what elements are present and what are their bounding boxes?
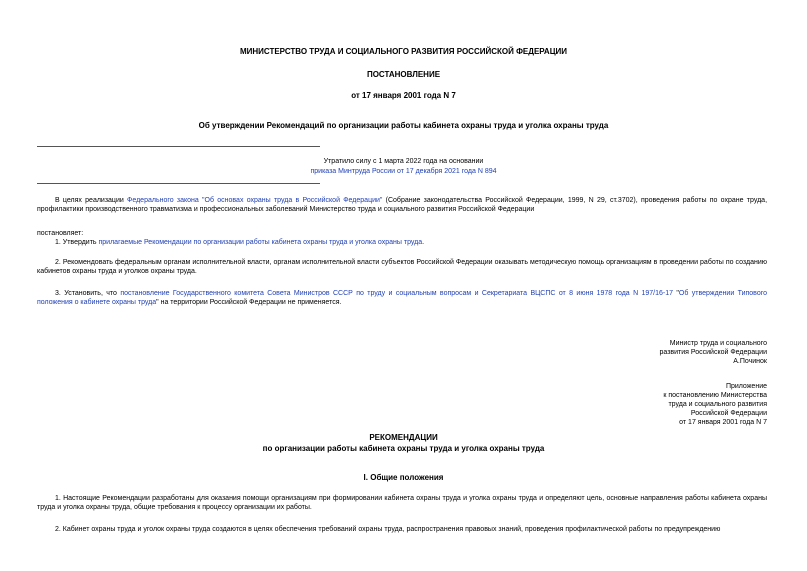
signature-line-1: Министр труда и социального [669,340,767,347]
ministry-heading: МИНИСТЕРСТВО ТРУДА И СОЦИАЛЬНОГО РАЗВИТИЯ РОССИЙСКОЙ ФЕДЕРАЦИИ [239,47,568,56]
appendix-line-4: Российской Федерации [690,410,767,417]
appendix-line-2: к постановлению Министерства [663,392,767,399]
divider-bottom [37,183,320,184]
status-note-link[interactable]: приказа Минтруда России от 17 декабря 2021 года N 894 [310,168,497,175]
doc-date: от 17 января 2001 года N 7 [351,91,456,100]
preamble-rest: (Собрание законодательства Российской Федерации, 1999, N 29, ст.3702), проведения работы по охране труда, профилактики производственного травматизма и профессиональных заболеваний Министерство труда и социального развития Российской Федерации [37,197,768,213]
doc-type-heading: ПОСТАНОВЛЕНИЕ [366,70,441,79]
item-2: 2. Рекомендовать федеральным органам исполнительной власти, органам исполнительной власти субъектов Российской Федерации оказывать методическую помощь организациям в проведении работы по созданию кабинетов охраны труда и уголков охраны труда. [37,259,767,275]
item-1 [37,238,767,247]
federal-law-link[interactable]: Федерального закона "Об основах охраны труда в Российской Федерации" [127,197,383,204]
appendix-line-5: от 17 января 2001 года N 7 [679,419,767,426]
appendix-line-3: труда и социального развития [668,401,767,408]
ussr-decree-link[interactable]: постановление Государственного комитета Совета Министров СССР по труду и социальным вопросам и Секретариата ВЦСПС от 8 июня 1978 года N 197/16-17 [120,290,674,297]
appendix-line-1: Приложение [725,383,767,390]
preamble-start: В целях реализации [55,197,128,204]
item-1-end: . [422,239,425,246]
status-note-link-wrap [0,167,807,176]
preamble-paragraph [37,196,767,214]
section-1-heading: I. Общие положения [363,473,444,482]
appendix-block [663,382,767,427]
item-3-mid: " [673,290,679,297]
decree-word: постановляет: [37,230,84,237]
recommendations-title: РЕКОМЕНДАЦИИ [369,433,438,442]
recommendation-p1: 1. Настоящие Рекомендации разработаны для оказания помощи организациям при формировании кабинета охраны труда и уголка охраны труда и определяют цель, основные направления работы кабинета охраны труда и уголка охраны труда, общие требования к процессу организации их работы. [37,495,767,511]
signature-name: А.Починок [733,358,767,365]
item-3 [37,289,767,307]
item-3-end: " на территории Российской Федерации не применяется. [156,299,342,306]
doc-title: Об утверждении Рекомендаций по организации работы кабинета охраны труда и уголка охраны труда [198,121,609,130]
item-3-start: 3. Установить, что [55,290,121,297]
typical-regulation-link[interactable]: Об утверждении Типового положения о кабинете охраны труда [37,290,768,306]
recommendations-subtitle: по организации работы кабинета охраны труда и уголка охраны труда [262,444,545,453]
item-1-start: 1. Утвердить [55,239,99,246]
signature-line-2: развития Российской Федерации [659,349,767,356]
status-note-text: Утратило силу с 1 марта 2022 года на основании [323,158,484,165]
divider-top [37,146,320,147]
signature-block [659,339,767,366]
recommendations-link[interactable]: прилагаемые Рекомендации по организации работы кабинета охраны труда и уголка охраны труда [98,239,423,246]
recommendation-p2: 2. Кабинет охраны труда и уголок охраны труда создаются в целях обеспечения требований охраны труда, распространения правовых знаний, проведения профилактической работы по предупреждению [55,526,721,533]
